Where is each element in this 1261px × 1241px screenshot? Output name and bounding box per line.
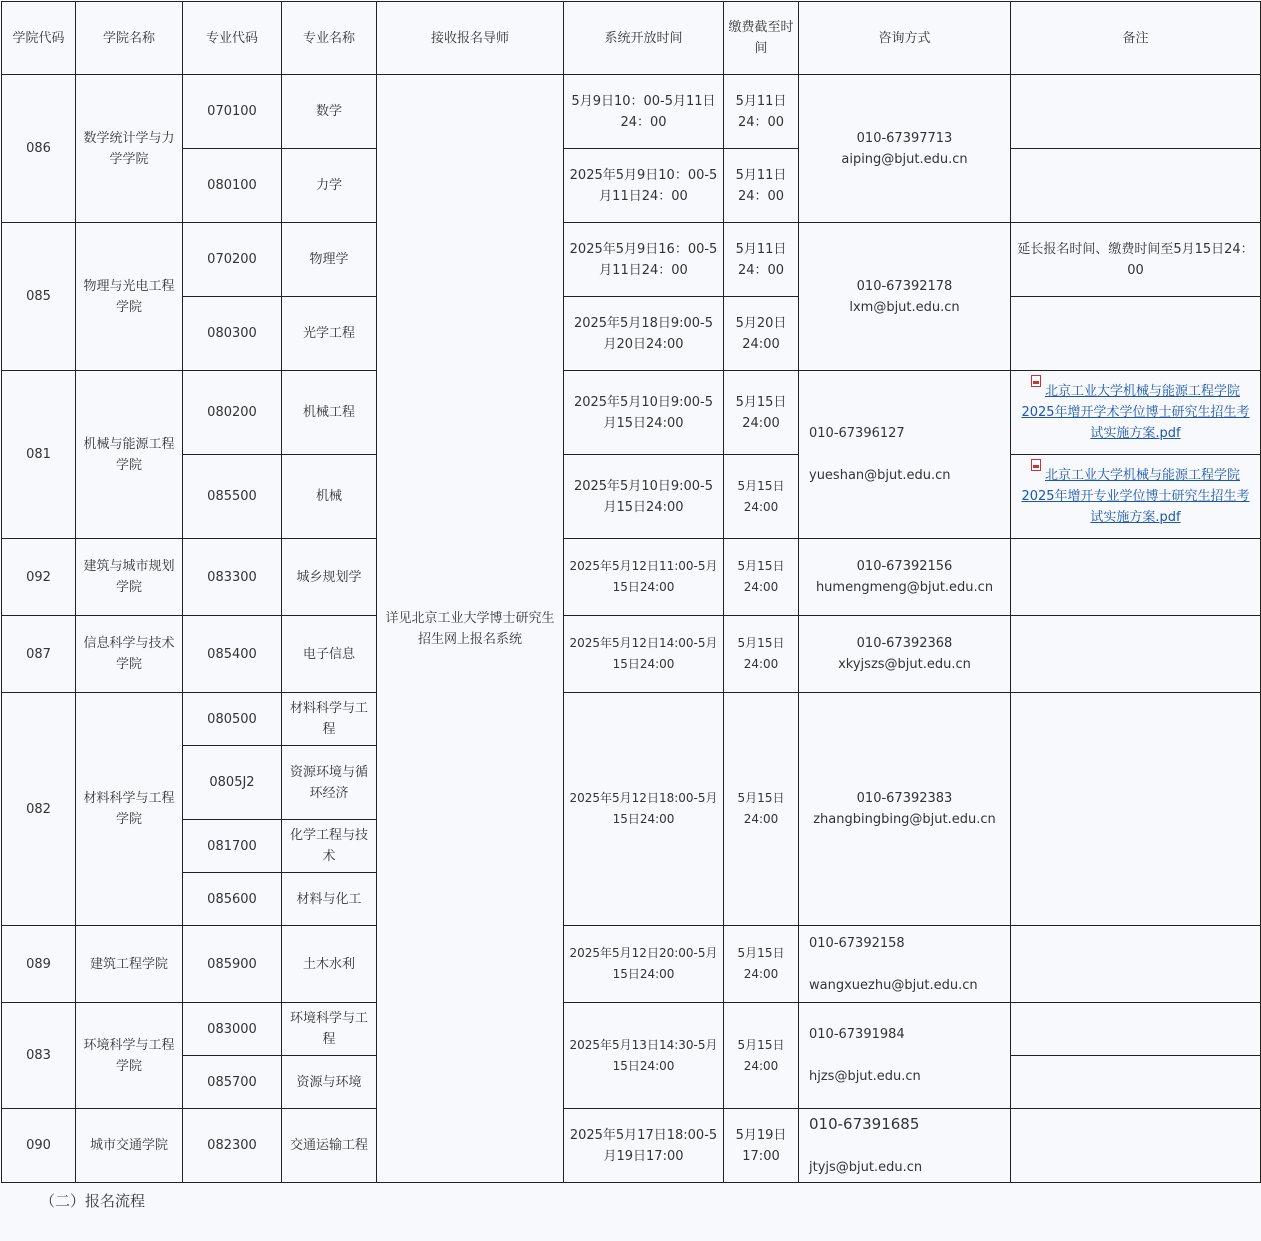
payment-deadline: 5月15日24:00 — [724, 693, 799, 926]
open-time: 5月9日10：00-5月11日24：00 — [564, 75, 724, 149]
remark — [1011, 616, 1261, 693]
college-code: 086 — [2, 75, 76, 223]
table-row — [2, 223, 1261, 297]
tutor-note: 详见北京工业大学博士研究生招生网上报名系统 — [377, 75, 564, 1183]
enrollment-table — [1, 1, 1261, 1183]
remark — [1011, 926, 1261, 1003]
table-row — [2, 926, 1261, 1003]
payment-deadline: 5月20日24:00 — [724, 297, 799, 371]
college-code: 089 — [2, 926, 76, 1003]
major-name: 材料与化工 — [282, 873, 377, 926]
contact — [799, 223, 1011, 371]
college-name: 环境科学与工程学院 — [76, 1003, 183, 1109]
payment-deadline: 5月15日24:00 — [724, 455, 799, 539]
college-code: 085 — [2, 223, 76, 371]
contact-email: lxm@bjut.edu.cn — [849, 299, 960, 315]
table-row — [2, 616, 1261, 693]
contact — [799, 371, 1011, 539]
major-name: 资源与环境 — [282, 1056, 377, 1109]
major-code: 085900 — [183, 926, 282, 1003]
contact-email: xkyjszs@bjut.edu.cn — [838, 657, 971, 672]
contact-email: zhangbingbing@bjut.edu.cn — [813, 812, 996, 827]
major-name: 交通运输工程 — [282, 1109, 377, 1183]
contact-phone: 010-67397713 — [856, 130, 953, 146]
header-college-name: 学院名称 — [76, 2, 183, 75]
table-row — [2, 297, 1261, 371]
header-row — [2, 2, 1261, 75]
header-major-name: 专业名称 — [282, 2, 377, 75]
major-name: 机械工程 — [282, 371, 377, 455]
remark — [1011, 1109, 1261, 1183]
college-name: 信息科学与技术学院 — [76, 616, 183, 693]
header-tutor: 接收报名导师 — [377, 2, 564, 75]
payment-deadline: 5月15日24:00 — [724, 616, 799, 693]
contact — [799, 693, 1011, 926]
remark — [1011, 539, 1261, 616]
major-name: 材料科学与工程 — [282, 693, 377, 746]
contact-phone: 010-67391984 — [809, 1027, 905, 1042]
major-name: 城乡规划学 — [282, 539, 377, 616]
table-row — [2, 455, 1261, 539]
open-time: 2025年5月10日9:00-5月15日24:00 — [564, 455, 724, 539]
open-time: 2025年5月17日18:00-5月19日17:00 — [564, 1109, 724, 1183]
contact — [799, 1109, 1011, 1183]
major-code: 080100 — [183, 149, 282, 223]
major-code: 082300 — [183, 1109, 282, 1183]
open-time: 2025年5月9日10：00-5月11日24：00 — [564, 149, 724, 223]
major-name: 机械 — [282, 455, 377, 539]
college-name: 机械与能源工程学院 — [76, 371, 183, 539]
header-contact: 咨询方式 — [799, 2, 1011, 75]
major-code: 080200 — [183, 371, 282, 455]
table-row — [2, 539, 1261, 616]
attachment-link[interactable]: 北京工业大学机械与能源工程学院2025年增开学术学位博士研究生招生考试实施方案.pdf — [1021, 384, 1250, 441]
open-time: 2025年5月9日16：00-5月11日24：00 — [564, 223, 724, 297]
remark — [1011, 75, 1261, 149]
contact-phone: 010-67392156 — [856, 559, 953, 574]
college-code: 083 — [2, 1003, 76, 1109]
college-code: 092 — [2, 539, 76, 616]
remark — [1011, 693, 1261, 926]
header-remarks: 备注 — [1011, 2, 1261, 75]
major-code: 070200 — [183, 223, 282, 297]
major-name: 土木水利 — [282, 926, 377, 1003]
major-name: 光学工程 — [282, 297, 377, 371]
major-code: 0805J2 — [183, 746, 282, 820]
open-time: 2025年5月12日14:00-5月15日24:00 — [564, 616, 724, 693]
college-code: 081 — [2, 371, 76, 539]
section-heading: （二）报名流程 — [40, 1192, 146, 1210]
remark — [1011, 1056, 1261, 1109]
remark — [1011, 1003, 1261, 1056]
major-code: 080300 — [183, 297, 282, 371]
contact-phone: 010-67392178 — [856, 278, 953, 294]
major-code: 083300 — [183, 539, 282, 616]
attachment-link[interactable]: 北京工业大学机械与能源工程学院2025年增开专业学位博士研究生招生考试实施方案.pdf — [1021, 468, 1250, 525]
payment-deadline: 5月11日24：00 — [724, 149, 799, 223]
contact — [799, 539, 1011, 616]
major-name: 数学 — [282, 75, 377, 149]
payment-deadline: 5月15日24:00 — [724, 539, 799, 616]
contact-email: aiping@bjut.edu.cn — [841, 151, 968, 167]
table-row — [2, 1003, 1261, 1056]
college-name: 建筑工程学院 — [76, 926, 183, 1003]
contact-email: yueshan@bjut.edu.cn — [809, 468, 951, 483]
major-name: 力学 — [282, 149, 377, 223]
header-college-code: 学院代码 — [2, 2, 76, 75]
open-time: 2025年5月12日11:00-5月15日24:00 — [564, 539, 724, 616]
contact — [799, 616, 1011, 693]
contact-email: humengmeng@bjut.edu.cn — [815, 580, 994, 595]
table-row — [2, 75, 1261, 149]
contact-phone: 010-67392383 — [856, 791, 953, 806]
open-time: 2025年5月13日14:30-5月15日24:00 — [564, 1003, 724, 1109]
open-time: 2025年5月18日9:00-5月20日24:00 — [564, 297, 724, 371]
contact — [799, 1003, 1011, 1109]
major-code: 085400 — [183, 616, 282, 693]
major-code: 083000 — [183, 1003, 282, 1056]
college-code: 082 — [2, 693, 76, 926]
remark — [1011, 455, 1261, 539]
college-code: 090 — [2, 1109, 76, 1183]
header-major-code: 专业代码 — [183, 2, 282, 75]
remark — [1011, 297, 1261, 371]
remark — [1011, 149, 1261, 223]
table-row — [2, 1109, 1261, 1183]
major-code: 085500 — [183, 455, 282, 539]
open-time: 2025年5月10日9:00-5月15日24:00 — [564, 371, 724, 455]
payment-deadline: 5月11日24：00 — [724, 223, 799, 297]
pdf-icon — [1031, 459, 1041, 471]
college-name: 物理与光电工程学院 — [76, 223, 183, 371]
college-name: 城市交通学院 — [76, 1109, 183, 1183]
payment-deadline: 5月15日24:00 — [724, 1003, 799, 1109]
header-payment-deadline: 缴费截至时间 — [724, 2, 799, 75]
major-name: 电子信息 — [282, 616, 377, 693]
college-name: 材料科学与工程学院 — [76, 693, 183, 926]
college-name: 数学统计学与力学学院 — [76, 75, 183, 223]
major-code: 081700 — [183, 820, 282, 873]
major-name: 化学工程与技术 — [282, 820, 377, 873]
major-name: 资源环境与循环经济 — [282, 746, 377, 820]
contact-phone: 010-67392368 — [856, 636, 953, 651]
payment-deadline: 5月11日24：00 — [724, 75, 799, 149]
table-row — [2, 693, 1261, 746]
payment-deadline: 5月19日17:00 — [724, 1109, 799, 1183]
contact-phone: 010-67392158 — [809, 935, 905, 951]
remark: 延长报名时间、缴费时间至5月15日24：00 — [1011, 223, 1261, 297]
college-code: 087 — [2, 616, 76, 693]
open-time: 2025年5月12日18:00-5月15日24:00 — [564, 693, 724, 926]
contact-email: jtyjs@bjut.edu.cn — [809, 1159, 923, 1175]
table-row — [2, 149, 1261, 223]
table-row — [2, 371, 1261, 455]
payment-deadline: 5月15日24:00 — [724, 371, 799, 455]
contact-email: hjzs@bjut.edu.cn — [809, 1069, 921, 1084]
open-time: 2025年5月12日20:00-5月15日24:00 — [564, 926, 724, 1003]
major-code: 070100 — [183, 75, 282, 149]
major-name: 物理学 — [282, 223, 377, 297]
pdf-icon — [1031, 375, 1041, 387]
payment-deadline: 5月15日24:00 — [724, 926, 799, 1003]
major-code: 085600 — [183, 873, 282, 926]
major-code: 080500 — [183, 693, 282, 746]
major-code: 085700 — [183, 1056, 282, 1109]
contact-phone: 010-67396127 — [809, 426, 905, 441]
header-open-time: 系统开放时间 — [564, 2, 724, 75]
remark — [1011, 371, 1261, 455]
contact — [799, 75, 1011, 223]
major-name: 环境科学与工程 — [282, 1003, 377, 1056]
contact — [799, 926, 1011, 1003]
contact-phone: 010-67391685 — [809, 1114, 920, 1133]
college-name: 建筑与城市规划学院 — [76, 539, 183, 616]
contact-email: wangxuezhu@bjut.edu.cn — [809, 977, 978, 993]
